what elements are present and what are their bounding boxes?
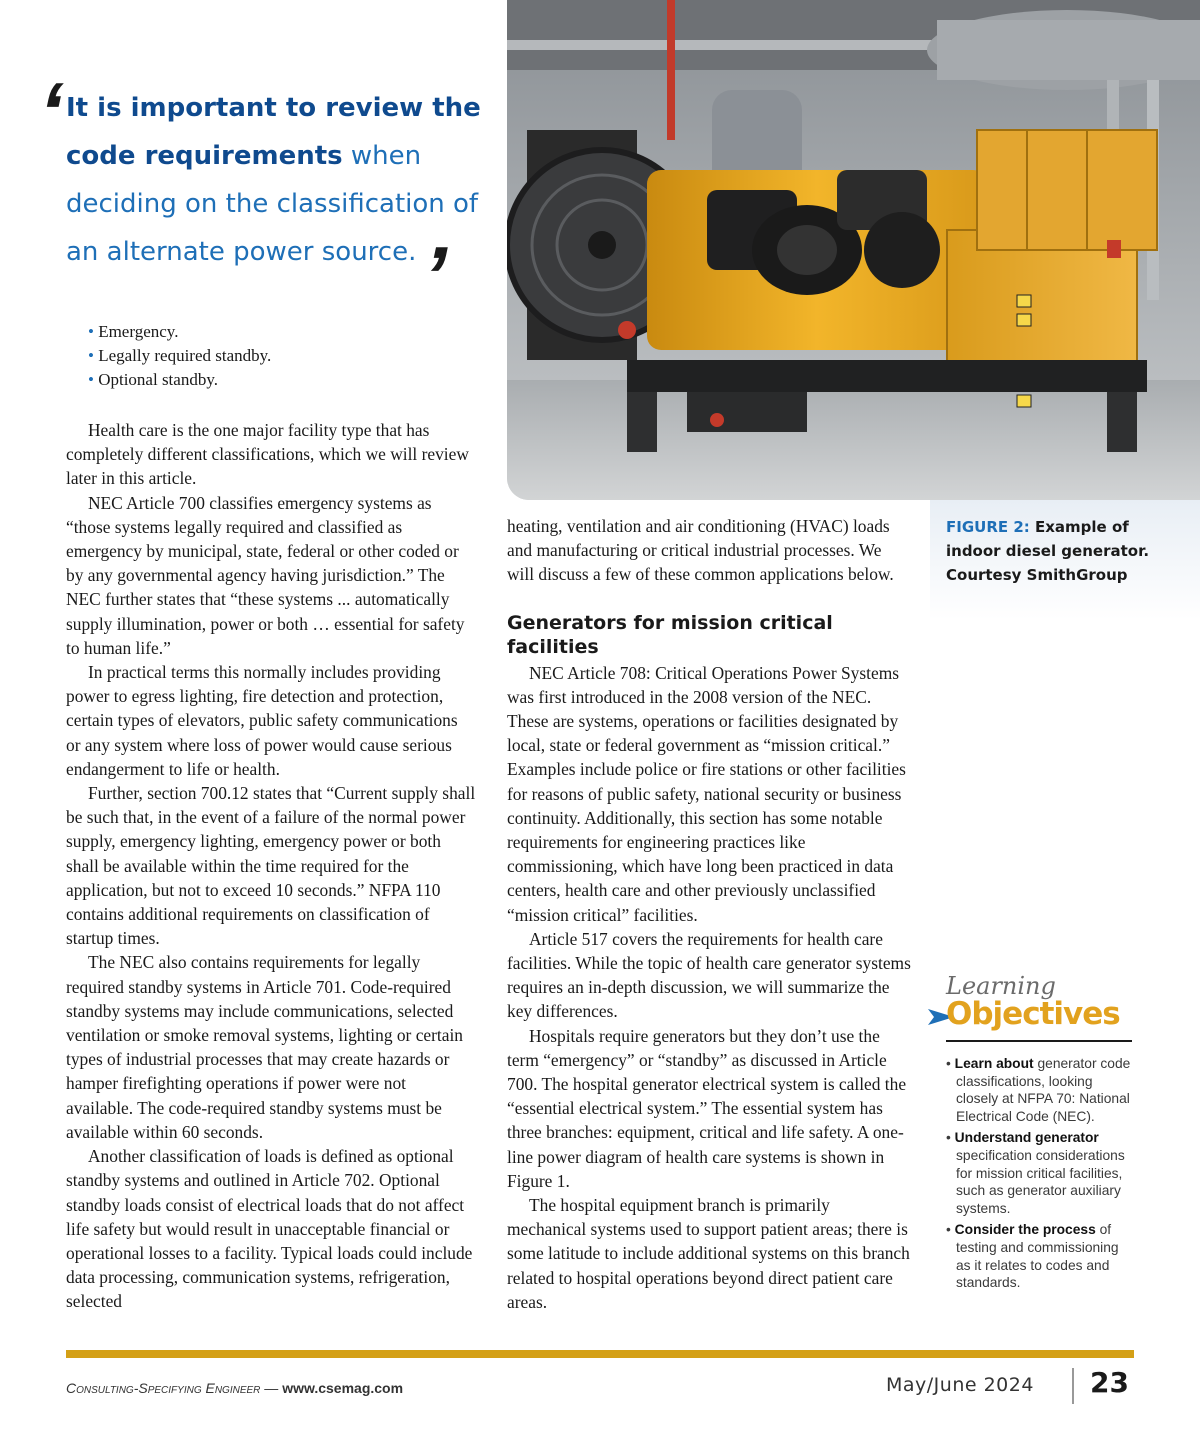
page-number: 23 [1090,1366,1129,1399]
article-column-2 [507,514,912,1314]
footer-publication [66,1380,403,1396]
classification-list [88,320,468,393]
pullquote-rest: when deciding on the classification of an alternate power source. [66,141,479,267]
list-item: • Consider the process of testing and commissioning as it relates to codes and standards. [946,1222,1119,1291]
list-item: • Understand generator specification considerations for mission critical facilities, such as generator auxiliary systems. [946,1130,1125,1216]
footer-dash: — [260,1380,283,1396]
divider [946,1040,1132,1042]
footer-rule [66,1350,1134,1358]
objective-text: of testing and commissioning as it relates to codes and standards. [956,1222,1119,1291]
generator-illustration [507,0,1200,500]
paragraph: NEC Article 700 classifies emergency systems as “those systems legally required and classified as emergency by municipal, state, federal or other coded or by any governmental agency having jurisdiction.” The NEC further states that “these systems ... automatically supply illumination, power or both … essential for safety to human life.” [66,492,465,658]
paragraph: NEC Article 708: Critical Operations Power Systems was first introduced in the 2008 version of the NEC. These are systems, operations or facilities designated by local, state or federal government as “mission critical.” Examples include police or fire stations or other facilities for reasons of public safety, national security or business continuity. Additionally, this section has some notable requirements for engineering practices like commissioning, which have long been practiced in data centers, health care and other previously unclassified “mission critical” facilities. [507,662,906,925]
magazine-url[interactable]: www.csemag.com [282,1380,404,1396]
paragraph: The hospital equipment branch is primarily mechanical systems used to support patient areas; there is some latitude to include additional systems on this branch related to hospital operations beyond direct patient care areas. [507,1195,910,1312]
paragraph: The NEC also contains requirements for legally required standby systems in Article 701. Code-required standby systems may include communications, selected ventilation or smoke removal systems, lighting or certain types of industrial processes that may create hazards or hamper firefighting operations if power were not available. The code-required standby systems must be available within 60 seconds. [66,952,464,1142]
figure-caption-text: Example of indoor diesel generator. Courtesy SmithGroup [946,518,1150,584]
paragraph: Health care is the one major facility type that has completely different classifications, which we will review later in this article. [66,420,469,489]
footer-separator [1072,1368,1074,1404]
paragraph: Hospitals require generators but they don’t use the term “emergency” or “standby” as discussed in Article 700. The hospital generator electrical system is called the “essential electrical system.” The essential system has three branches: equipment, critical and life safety. A one-line power diagram of health care systems is shown in Figure 1. [507,1025,907,1191]
objective-text: specification considerations for mission critical facilities, such as generator auxiliary systems. [956,1147,1125,1216]
objective-text: generator code classifications, looking closely at NFPA 70: National Electrical Code (NEC). [956,1056,1131,1124]
pullquote-open-mark: ‘ [30,65,74,159]
figure-caption [946,515,1186,587]
objective-lead: Consider the process [954,1222,1096,1238]
learning-objectives-title-top: Learning [946,972,1056,1000]
section-heading: Generators for mission critical facilities [507,611,833,658]
pullquote-close-mark: ’ [414,229,458,323]
list-item: • Emergency. [88,320,468,344]
paragraph: heating, ventilation and air conditioning (HVAC) loads and manufacturing or critical industrial processes. We will discuss a few of these common applications below. [507,516,894,585]
pullquote-highlight: It is important to review the code requirements [66,93,481,171]
paragraph: Article 517 covers the requirements for health care facilities. While the topic of health care generator systems requires an in-depth discussion, we will summarize the key differences. [507,928,911,1022]
list-item: • Legally required standby. [88,344,468,368]
learning-objectives-list [946,1055,1136,1296]
list-item: • Optional standby. [88,368,468,392]
learning-objectives-title-bottom: Objectives [946,996,1120,1032]
paragraph: Another classification of loads is defined as optional standby systems and outlined in Article 702. Optional standby loads consist of electrical loads that do not affect life safety but would result in unacceptable financial or operational losses to a facility. Typical loads could include data processing, communication systems, refrigeration, selected [66,1146,473,1312]
article-column-1 [66,418,476,1314]
list-item: • Learn about generator code classifications, looking closely at NFPA 70: National Electrical Code (NEC). [946,1056,1131,1124]
magazine-name: Consulting-Specifying Engineer [66,1380,261,1396]
issue-date: May/June 2024 [886,1374,1034,1396]
figure-label: FIGURE 2: [946,518,1030,536]
objective-lead: Understand generator [954,1130,1099,1146]
generator-photo [507,0,1200,500]
paragraph: In practical terms this normally includes providing power to egress lighting, fire detection and protection, certain types of elevators, public safety communications or any system where loss of power would cause serious endangerment to life or health. [66,662,458,779]
paragraph: Further, section 700.12 states that “Current supply shall be such that, in the event of a failure of the normal power supply, emergency lighting, emergency power or both shall be available within the time required for the application, but not to exceed 10 seconds.” NFPA 110 contains additional requirements on classification of startup times. [66,783,476,949]
objective-lead: Learn about [954,1056,1034,1071]
